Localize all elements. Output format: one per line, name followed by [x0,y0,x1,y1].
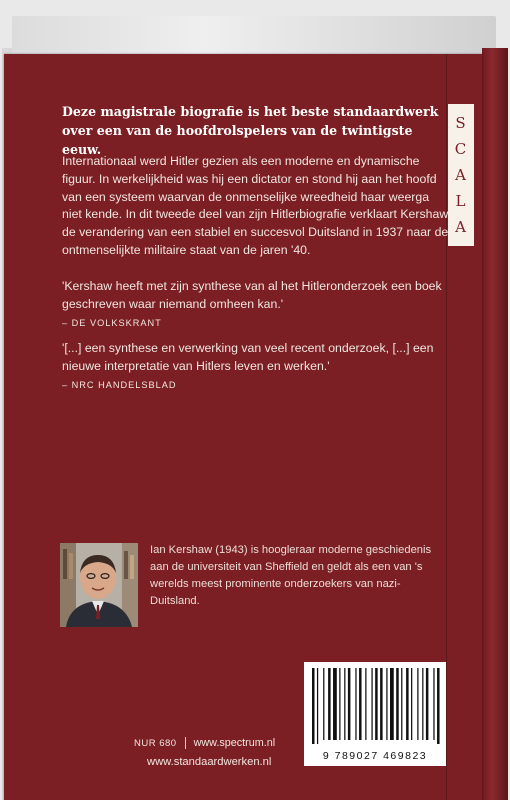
barcode-bars [310,668,440,744]
barcode-bar [312,668,315,744]
series-letter: A [455,166,467,184]
barcode-bar [317,668,318,744]
series-letter: A [455,218,467,236]
barcode-bar [375,668,378,740]
barcode-bar [344,668,345,740]
spine-edge [482,48,508,800]
series-letter: L [455,192,467,210]
publisher-info-line [134,737,275,749]
isbn-barcode [304,662,446,766]
quote-source: – NRC HANDELSBLAD [62,379,177,390]
barcode-bar [411,668,412,740]
barcode-bar [323,668,324,740]
separator [185,737,186,749]
quote-text: 'Kershaw heeft met zijn synthese van al het Hitleronderzoek een boek geschreven waar niemand omheen kan.' [62,279,442,311]
barcode-bar [355,668,356,740]
barcode-bar [390,668,394,740]
series-letter: S [455,114,467,132]
barcode-bar [406,668,409,740]
barcode-bar [371,668,372,740]
isbn-number: 9 789027 469823 [322,750,428,762]
barcode-bar [386,668,387,740]
barcode-bar [426,668,429,740]
publisher-website: www.spectrum.nl [193,737,276,749]
author-bio: Ian Kershaw (1943) is hoogleraar moderne geschiedenis aan de universiteit van Sheffield en geldt als een van 's werelds meest prominente onderzoekers van nazi-Duitsland. [150,544,432,607]
barcode-bar [365,668,366,740]
review-quote [62,340,452,394]
barcode-bar [359,668,362,740]
barcode-bar [333,668,337,740]
barcode-bar [417,668,418,740]
barcode-bar [422,668,423,740]
quote-source: – DE VOLKSKRANT [62,317,162,328]
barcode-bar [339,668,340,740]
barcode-bar [433,668,434,740]
barcode-bar [401,668,402,740]
intro-statement: Deze magistrale biografie is het beste standaardwerk over een van de hoofdrolspelers van de twintigste eeuw. [62,104,439,157]
barcode-bar [348,668,351,740]
series-website: www.standaardwerken.nl [147,756,272,768]
barcode-bar [437,668,440,744]
nur-code: NUR 680 [134,737,177,749]
author-photo [60,543,138,627]
author-photo-image [60,543,138,627]
barcode-bar [380,668,383,740]
series-letter: C [454,140,468,158]
quote-text: '[...] een synthese en verwerking van veel recent onderzoek, [...] een nieuwe interpretatie van Hitlers leven en werken.' [62,341,434,373]
barcode-bar [396,668,399,740]
barcode-bar [328,668,331,740]
review-quote [62,278,452,332]
synopsis-text: Internationaal werd Hitler gezien als een moderne en dynamische figuur. In werkelijkheid was hij een dictator en stond hij aan het hoofd van een systeem waarvan de onmenselijke wreedheid haar weerga niet kende. In dit tweede deel van zijn Hitlerbiografie verklaart Kershaw de verandering van een stabiel en succesvol Duitsland in 1937 naar de ontmenselijkte militaire staat van de jaren '40. [62,154,449,257]
